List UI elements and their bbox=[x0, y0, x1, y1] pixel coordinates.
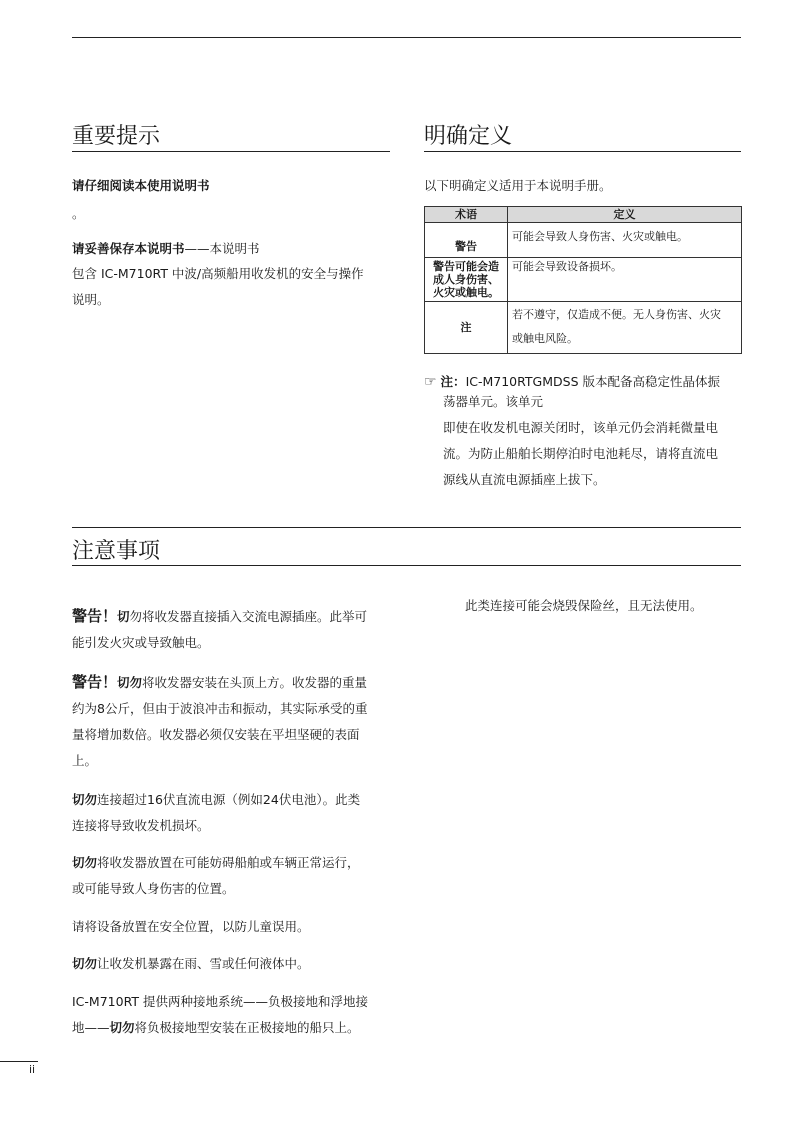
important-p3-rest: ——本说明书 bbox=[184, 241, 260, 256]
caution-text: 将负极接地型安装在正极接地的船只上。 bbox=[134, 1020, 360, 1035]
section-rule-precautions-top bbox=[72, 527, 741, 528]
table-cell-desc bbox=[508, 302, 742, 354]
warning-text: 勿将收发器直接插入交流电源插座。此举可 bbox=[129, 609, 368, 624]
warning-2-line3: 量将增加数倍。收发器必须仅安装在平坦坚硬的表面 bbox=[72, 727, 360, 742]
warning-2-line2: 约为8公斤，但由于波浪冲击和振动，其实际承受的重 bbox=[72, 701, 368, 716]
note-label: 注： bbox=[440, 374, 466, 389]
page-number: ii bbox=[29, 1063, 36, 1076]
caution-bold: 切勿 bbox=[109, 1020, 135, 1035]
table-cell-desc: 可能会导致设备损坏。 bbox=[508, 258, 742, 302]
section-rule-important bbox=[72, 151, 390, 152]
definitions-table bbox=[424, 206, 742, 354]
pointing-hand-icon: ☞ bbox=[424, 374, 437, 390]
caution-bold: 切勿 bbox=[72, 956, 98, 971]
caution-bold: 切勿 bbox=[72, 855, 98, 870]
table-header-term: 术语 bbox=[425, 207, 508, 223]
note-line5: 源线从直流电源插座上拔下。 bbox=[443, 472, 606, 487]
table-term-line: 成人身伤害、 bbox=[433, 273, 499, 286]
table-term-line: 警告可能会造 bbox=[433, 260, 499, 273]
caution-text: 地—— bbox=[72, 1020, 110, 1035]
caution-5-line1: IC-M710RT 提供两种接地系统——负极接地和浮地接 bbox=[72, 994, 368, 1009]
table-row bbox=[425, 223, 742, 258]
table-desc-line: 若不遵守，仅造成不便。无人身伤害、火灾 bbox=[512, 308, 721, 321]
section-title-definitions: 明确定义 bbox=[424, 124, 513, 149]
warning-1-line1 bbox=[72, 604, 367, 629]
caution-text: 让收发机暴露在雨、雪或任何液体中。 bbox=[97, 956, 310, 971]
section-rule-definitions bbox=[424, 151, 741, 152]
warning-label: 警告！ bbox=[72, 607, 118, 625]
warning-bold: 切勿 bbox=[117, 675, 143, 690]
caution-5-line2 bbox=[72, 1016, 360, 1040]
header-rule bbox=[72, 37, 741, 38]
important-p4-line1: 包含 IC-M710RT 中波/高频船用收发机的安全与操作 bbox=[72, 266, 364, 281]
warning-text: 将收发器安装在头顶上方。收发器的重量 bbox=[142, 675, 368, 690]
warning-label: 警告！ bbox=[72, 673, 118, 691]
important-p3 bbox=[72, 237, 260, 261]
section-title-important: 重要提示 bbox=[72, 124, 161, 149]
note-line3: 即使在收发机电源关闭时，该单元仍会消耗微量电 bbox=[443, 420, 719, 435]
definitions-intro: 以下明确定义适用于本说明手册。 bbox=[424, 178, 612, 193]
warning-2-line1 bbox=[72, 670, 367, 695]
caution-bold: 切勿 bbox=[72, 792, 98, 807]
caution-text: 将收发器放置在可能妨碍船舶或车辆正常运行， bbox=[97, 855, 360, 870]
note-line4: 流。为防止船舶长期停泊时电池耗尽，请将直流电 bbox=[443, 446, 719, 461]
table-row bbox=[425, 302, 742, 354]
table-term-line: 火灾或触电。 bbox=[433, 286, 499, 299]
warning-bold: 切 bbox=[117, 609, 130, 624]
important-p1: 请仔细阅读本使用说明书 bbox=[72, 178, 210, 193]
important-p2: 。 bbox=[72, 206, 85, 221]
section-rule-precautions bbox=[72, 565, 741, 566]
note-text-1: IC-M710RTGMDSS 版本配备高稳定性晶体振 bbox=[465, 374, 720, 389]
table-row bbox=[425, 258, 742, 302]
table-header-definition: 定义 bbox=[508, 207, 742, 223]
important-p4-line2: 说明。 bbox=[72, 292, 110, 307]
table-desc-line: 或触电风险。 bbox=[512, 332, 578, 345]
important-p3-bold: 请妥善保存本说明书 bbox=[72, 241, 185, 256]
footer-rule bbox=[0, 1061, 38, 1062]
table-cell-desc: 可能会导致人身伤害、火灾或触电。 bbox=[508, 223, 742, 258]
caution-text: 连接超过16伏直流电源（例如24伏电池）。此类 bbox=[97, 792, 361, 807]
warning-2-line4: 上。 bbox=[72, 753, 98, 768]
caution-2-line2: 或可能导致人身伤害的位置。 bbox=[72, 881, 235, 896]
caution-2-line1 bbox=[72, 851, 360, 875]
table-cell-term: 注 bbox=[425, 302, 508, 354]
caution-3-line1: 请将设备放置在安全位置，以防儿童误用。 bbox=[72, 919, 310, 934]
table-cell-term: 警告 bbox=[425, 223, 508, 258]
section-title-precautions: 注意事项 bbox=[72, 539, 161, 564]
caution-1-line2: 连接将导致收发机损坏。 bbox=[72, 818, 210, 833]
table-header-row bbox=[425, 207, 742, 223]
right-column-text: 此类连接可能会烧毁保险丝，且无法使用。 bbox=[465, 598, 703, 613]
caution-4-line1 bbox=[72, 952, 310, 976]
caution-1-line1 bbox=[72, 788, 360, 812]
warning-1-line2: 能引发火灾或导致触电。 bbox=[72, 635, 210, 650]
note-line2: 荡器单元。该单元 bbox=[443, 394, 544, 409]
table-cell-term bbox=[425, 258, 508, 302]
